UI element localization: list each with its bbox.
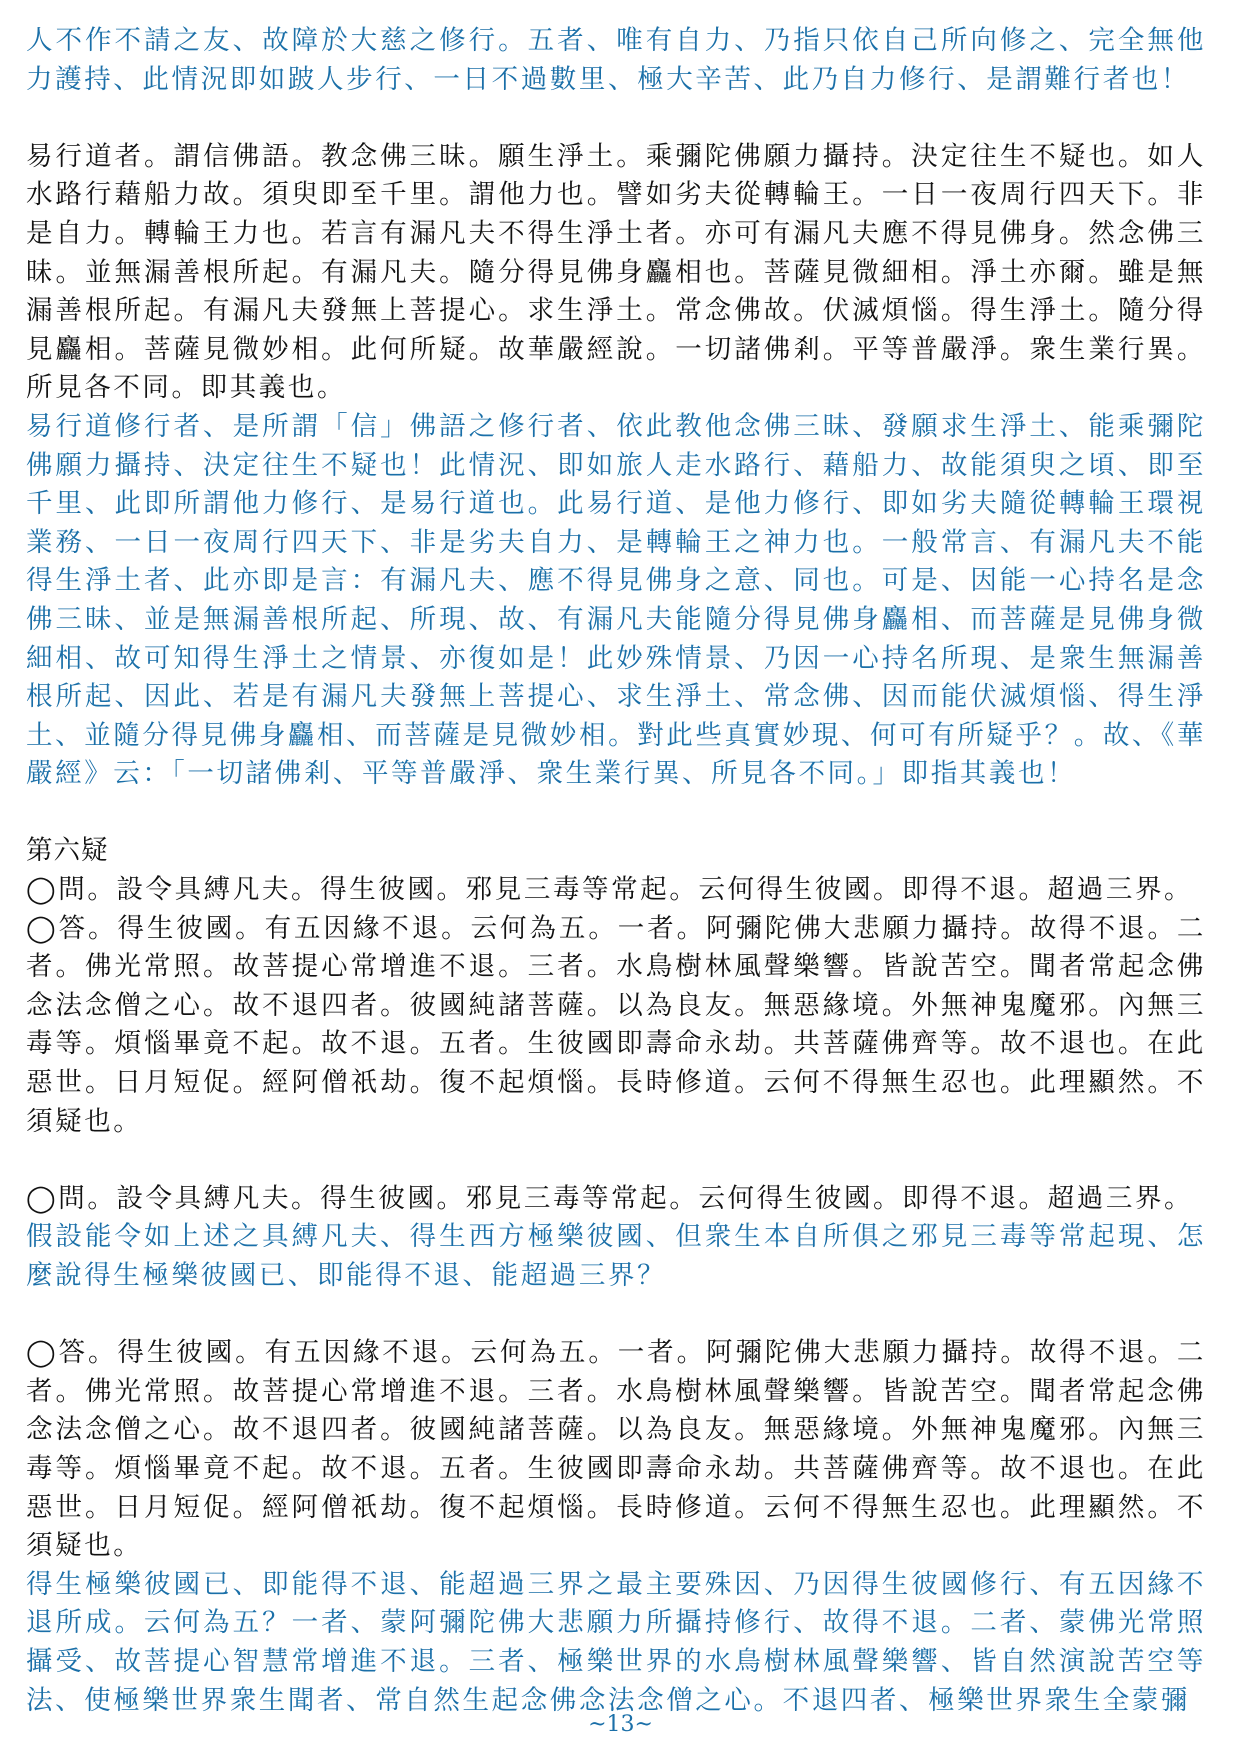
paragraph-gap <box>26 1141 1206 1180</box>
paragraph-gap <box>26 99 1206 138</box>
page-number: ~13~ <box>588 1712 653 1737</box>
commentary-paragraph: 得生極樂彼國已、即能得不退、能超過三界之最主要殊因、乃因得生彼國修行、有五因緣不退所成。云何為五？一者、蒙阿彌陀佛大悲願力所攝持修行、故得不退。二者、蒙佛光常照攝受、故菩提心智慧常增進不退。三者、極樂世界的水鳥樹林風聲樂響、皆自然演說苦空等法、使極樂世界衆生聞者、常自然生起念佛念法念僧之心。不退四者、極樂世界衆生全蒙彌 <box>26 1568 1206 1716</box>
original-text-paragraph: ◯答。得生彼國。有五因緣不退。云何為五。一者。阿彌陀佛大悲願力攝持。故得不退。二者。佛光常照。故菩提心常增進不退。三者。水鳥樹林風聲樂響。皆說苦空。聞者常起念佛念法念僧之心。故不退四者。彼國純諸菩薩。以為良友。無惡緣境。外無神鬼魔邪。內無三毒等。煩惱畢竟不起。故不退。五者。生彼國即壽命永劫。共菩薩佛齊等。故不退也。在此惡世。日月短促。經阿僧祇劫。復不起煩惱。長時修道。云何不得無生忍也。此理顯然。不須疑也。 <box>26 1337 1206 1562</box>
original-text-paragraph: ◯答。得生彼國。有五因緣不退。云何為五。一者。阿彌陀佛大悲願力攝持。故得不退。二者。佛光常照。故菩提心常增進不退。三者。水鳥樹林風聲樂響。皆說苦空。聞者常起念佛念法念僧之心。故不退四者。彼國純諸菩薩。以為良友。無惡緣境。外無神鬼魔邪。內無三毒等。煩惱畢竟不起。故不退。五者。生彼國即壽命永劫。共菩薩佛齊等。故不退也。在此惡世。日月短促。經阿僧祇劫。復不起煩惱。長時修道。云何不得無生忍也。此理顯然。不須疑也。 <box>26 912 1206 1137</box>
section-heading: 第六疑 <box>26 835 109 867</box>
original-text-paragraph: ◯問。設令具縛凡夫。得生彼國。邪見三毒等常起。云何得生彼國。即得不退。超過三界。 <box>26 874 1194 906</box>
commentary-paragraph: 假設能令如上述之具縛凡夫、得生西方極樂彼國、但衆生本自所俱之邪見三毒等常起現、怎麼說得生極樂彼國已、即能得不退、能超過三界？ <box>26 1221 1206 1291</box>
commentary-paragraph: 易行道修行者、是所謂「信」佛語之修行者、依此教他念佛三昧、發願求生淨土、能乘彌陀佛願力攝持、決定往生不疑也！此情況、即如旅人走水路行、藉船力、故能須臾之頃、即至千里、此即所謂他力修行、是易行道也。此易行道、是他力修行、即如劣夫隨從轉輪王環視業務、一日一夜周行四天下、非是劣夫自力、是轉輪王之神力也。一般常言、有漏凡夫不能得生淨土者、此亦即是言：有漏凡夫、應不得見佛身之意、同也。可是、因能一心持名是念佛三昧、並是無漏善根所起、所現、故、有漏凡夫能隨分得見佛身麤相、而菩薩是見佛身微細相、故可知得生淨土之情景、亦復如是！此妙殊情景、乃因一心持名所現、是衆生無漏善根所起、因此、若是有漏凡夫發無上菩提心、求生淨土、常念佛、因而能伏滅煩惱、得生淨土、並隨分得見佛身麤相、而菩薩是見微妙相。對此些真實妙現、何可有所疑乎？。故、《華嚴經》云：「一切諸佛剎、平等普嚴淨、衆生業行異、所見各不同。」即指其義也！ <box>26 410 1206 790</box>
paragraph-gap <box>26 1296 1206 1335</box>
document-body <box>26 22 1206 1720</box>
original-text-paragraph: 易行道者。謂信佛語。教念佛三昧。願生淨土。乘彌陀佛願力攝持。決定往生不疑也。如人水路行藉船力故。須臾即至千里。謂他力也。譬如劣夫從轉輪王。一日一夜周行四天下。非是自力。轉輪王力也。若言有漏凡夫不得生淨土者。亦可有漏凡夫應不得見佛身。然念佛三昧。並無漏善根所起。有漏凡夫。隨分得見佛身麤相也。菩薩見微細相。淨土亦爾。雖是無漏善根所起。有漏凡夫發無上菩提心。求生淨土。常念佛故。伏滅煩惱。得生淨土。隨分得見麤相。菩薩見微妙相。此何所疑。故華嚴經說。一切諸佛剎。平等普嚴淨。衆生業行異。所見各不同。即其義也。 <box>26 140 1206 404</box>
paragraph-gap <box>26 794 1206 833</box>
original-text-paragraph: ◯問。設令具縛凡夫。得生彼國。邪見三毒等常起。云何得生彼國。即得不退。超過三界。 <box>26 1182 1194 1214</box>
commentary-paragraph: 人不作不請之友、故障於大慈之修行。五者、唯有自力、乃指只依自己所向修之、完全無他力護持、此情況即如跛人步行、一日不過數里、極大辛苦、此乃自力修行、是謂難行者也！ <box>26 25 1206 95</box>
